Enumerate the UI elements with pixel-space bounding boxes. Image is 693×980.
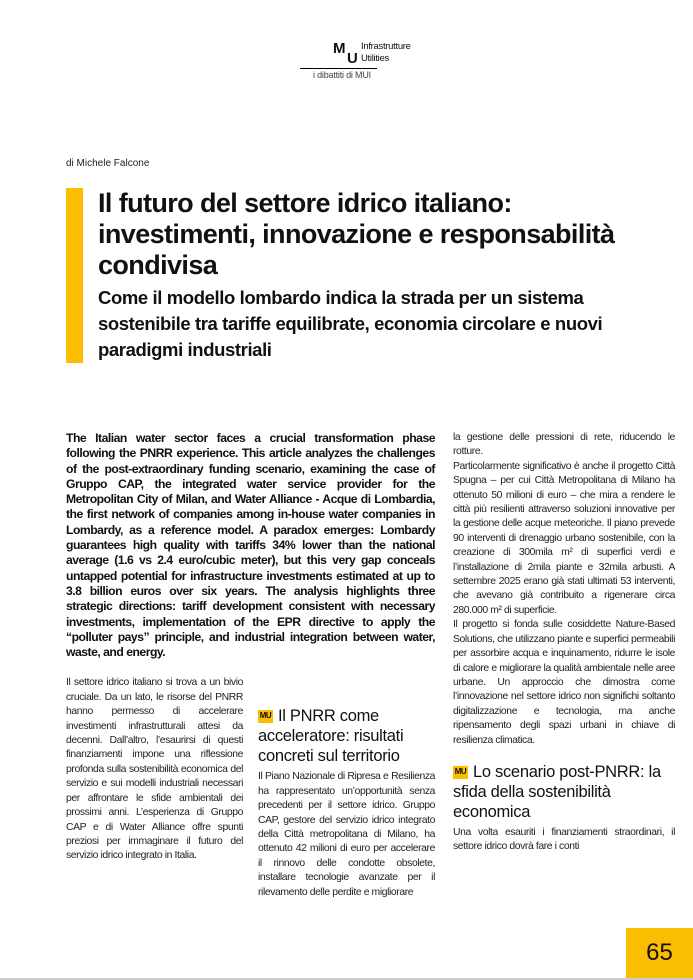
lower-columns [66, 676, 435, 900]
series-label: i dibattiti di MUI [313, 70, 371, 80]
logo-m: M [333, 40, 345, 57]
page-number: 65 [626, 928, 693, 978]
paragraph: la gestione delle pressioni di rete, riducendo le rotture. [453, 432, 675, 458]
title-accent-bar [66, 188, 83, 363]
intro-paragraph: Il settore idrico italiano si trova a un bivio cruciale. Da un lato, le risorse del PNRR hanno permesso di accelerare investimenti infrastrutturali attesi da decenni. Dall’altro, l’esaurirsi di questi finanziamenti impone una riflessione profonda sulla sostenibilità economica del servizio e sui modelli industriali necessari per affrontare le sfide ambientali dei prossimi anni. L’esperienza di Gruppo CAP e di Water Alliance offre spunti preziosi per immaginare il futuro del servizio idrico integrato in Italia. [66, 677, 243, 862]
section-heading-text: Il PNRR come acceleratore: risultati concreti sul territorio [258, 707, 404, 766]
title-block [66, 188, 666, 363]
left-area [66, 431, 435, 900]
intro-column [66, 676, 243, 863]
logo-line2: Utilities [361, 53, 389, 64]
mui-logo [333, 41, 443, 67]
logo-line1: Infrastrutture [361, 41, 411, 52]
section-body: Il Piano Nazionale di Ripresa e Resilienza ha rappresentato un’opportunità senza precedenti per il settore idrico. Gruppo CAP, gestore del servizio idrico integrato della Città metropolitana di Milano, ha ottenuto 42 milioni di euro per accelerare il rinnovo delle condotte obsolete, installare tecnologie avanzate per il rilevamento delle perdite e migliorare [258, 771, 435, 898]
author: di Michele Falcone [66, 158, 150, 169]
section-heading-text: Lo scenario post-PNRR: la sfida della sostenibilità economica [453, 762, 661, 821]
title-text [98, 188, 666, 363]
article-title: Il futuro del settore idrico italiano: investimenti, innovazione e responsabilità condivisa [98, 188, 615, 280]
middle-column [258, 676, 435, 900]
abstract: The Italian water sector faces a crucial transformation phase following the PNRR experience. This article analyzes the challenges of the post-extraordinary funding scenario, examining the case of Gruppo CAP, the integrated water service provider for the Metropolitan City of Milan, and Water Alliance - Acque di Lombardia, the first network of companies among in-house water companies in Lombardy, as a reference model. A paradox emerges: Lombardy guarantees high quality with tariffs 34% lower than the national average (1.6 vs 2.4 euro/cubic meter), but this very gap conceals untapped potential for infrastructure investments estimated at up to 3.8 billion euros over six years. The analysis highlights three strategic directions: tariff development consistent with necessary investments, implementation of the EPR directive to apply the “polluter pays” principle, and industrial integration between water, waste, and energy. [66, 431, 435, 660]
mui-badge-icon: MU [258, 710, 273, 723]
right-column [453, 431, 675, 855]
article-subtitle: Come il modello lombardo indica la strada per un sistema sostenibile tra tariffe equilibrate, economia circolare e nuovi paradigmi industriali [98, 287, 603, 360]
paragraph: Il progetto si fonda sulle cosiddette Nature-Based Solutions, che utilizzano piante e superfici permeabili per assorbire acqua e inquinamento, ridurre le isole di calore e migliorare la qualità ambientale nelle aree urbane. Un approccio che dimostra come l’innovazione nel settore idrico non significhi soltanto digitalizzazione e tecnologia, ma anche ripensamento degli spazi urbani in chiave di resilienza climatica. [453, 619, 675, 746]
mui-badge-icon: MU [453, 766, 468, 779]
paragraph: Particolarmente significativo è anche il progetto Città Spugna – per cui Città Metropolitana di Milano ha ottenuto 50 milioni di euro – che mira a rendere le città più resilienti attraverso soluzioni innovative per la gestione delle acque meteoriche. Il piano prevede 90 interventi di drenaggio urbano sostenibile, con la creazione di 300mila m² di superfici verdi e l’installazione di 2mila piante e 32mila arbusti. A settembre 2025 erano già stati ultimati 53 interventi, che avevano già contribuito a rigenerare circa 280.000 m² di superficie. [453, 460, 675, 616]
logo-u: U [347, 50, 358, 67]
section-heading [258, 706, 435, 766]
header-rule [300, 68, 377, 69]
section-heading [453, 762, 675, 822]
section-body: Una volta esauriti i finanziamenti straordinari, il settore idrico dovrà fare i conti [453, 826, 675, 853]
